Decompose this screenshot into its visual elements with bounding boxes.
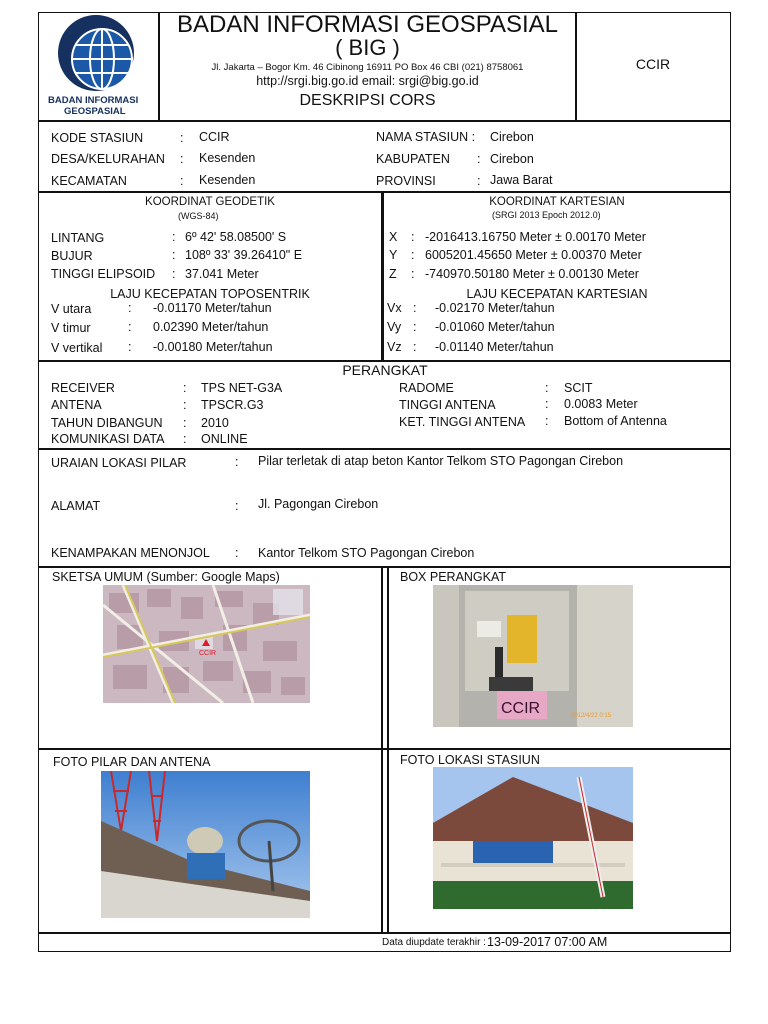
geodetic-subtitle: (WGS-84) (178, 211, 219, 221)
sketch-map-image (103, 585, 310, 703)
kode-colon: : (180, 131, 184, 145)
photo-divider-horizontal (38, 748, 731, 750)
vz-value: -0.01140 Meter/tahun (435, 340, 554, 354)
kenampakan-colon: : (235, 546, 239, 560)
bujur-value: 108º 33' 39.26410" E (185, 248, 303, 262)
x-label: X (389, 230, 398, 244)
tinggi-colon: : (172, 267, 176, 281)
ket-tinggi-label: KET. TINGGI ANTENA (399, 415, 526, 429)
equipment-box-illustration (433, 585, 633, 727)
vvertikal-colon: : (128, 340, 132, 354)
lokasi-title: FOTO LOKASI STASIUN (400, 753, 540, 767)
big-logo (50, 15, 150, 119)
box-perangkat-title: BOX PERANGKAT (400, 570, 507, 584)
receiver-label: RECEIVER (51, 381, 115, 395)
provinsi-label: PROVINSI (376, 174, 436, 188)
tahun-label: TAHUN DIBANGUN (51, 416, 163, 430)
station-bottom-rule (38, 191, 731, 193)
org-address: Jl. Jakarta – Bogor Km. 46 Cibinong 16911 PO Box 46 CBI (021) 8758061 (211, 62, 524, 73)
org-title: BADAN INFORMASI GEOSPASIAL (177, 11, 558, 38)
header-bottom-rule (38, 120, 731, 122)
ket-tinggi-colon: : (545, 414, 549, 428)
ket-tinggi-value: Bottom of Antenna (564, 414, 667, 428)
pillar-antenna-illustration (101, 771, 310, 918)
vutara-label: V utara (51, 302, 92, 316)
tinggi-antena-label: TINGGI ANTENA (399, 398, 496, 412)
vtimur-label: V timur (51, 321, 91, 335)
radome-value: SCIT (564, 381, 593, 395)
z-colon: : (411, 267, 415, 281)
kode-stasiun-label: KODE STASIUN (51, 131, 144, 145)
vutara-value: -0.01170 Meter/tahun (153, 301, 272, 315)
kenampakan-label: KENAMPAKAN MENONJOL (51, 546, 210, 560)
antena-value: TPSCR.G3 (201, 398, 264, 412)
kecamatan-colon: : (180, 174, 184, 188)
receiver-value: TPS NET-G3A (201, 381, 283, 395)
map-marker-label: CCIR (199, 650, 217, 657)
doc-title: DESKRIPSI CORS (299, 92, 436, 109)
radome-colon: : (545, 381, 549, 395)
vz-label: Vz (387, 340, 402, 354)
sketsa-title: SKETSA UMUM (Sumber: Google Maps) (52, 570, 280, 584)
z-label: Z (389, 267, 397, 281)
desa-label: DESA/KELURAHAN (51, 152, 165, 166)
vx-colon: : (413, 301, 417, 315)
alamat-value: Jl. Pagongan Cirebon (258, 497, 379, 511)
vy-label: Vy (387, 320, 402, 334)
y-label: Y (389, 248, 398, 262)
antena-colon: : (183, 398, 187, 412)
x-value: -2016413.16750 Meter ± 0.00170 Meter (425, 230, 646, 244)
lintang-label: LINTANG (51, 231, 105, 245)
lintang-colon: : (172, 230, 176, 244)
uraian-label: URAIAN LOKASI PILAR (51, 456, 187, 470)
lintang-value: 6º 42' 58.08500' S (185, 230, 287, 244)
kenampakan-value: Kantor Telkom STO Pagongan Cirebon (258, 546, 475, 560)
y-colon: : (411, 248, 415, 262)
vy-colon: : (413, 320, 417, 334)
uraian-colon: : (235, 455, 239, 469)
vz-colon: : (413, 340, 417, 354)
toposentrik-title: LAJU KECEPATAN TOPOSENTRIK (110, 287, 310, 301)
kabupaten-label: KABUPATEN (376, 152, 450, 166)
antena-label: ANTENA (51, 398, 102, 412)
y-value: 6005201.45650 Meter ± 0.00370 Meter (425, 248, 642, 262)
map-illustration (103, 585, 310, 703)
provinsi-value: Jawa Barat (490, 173, 553, 187)
logo-text-line1: BADAN INFORMASI (48, 95, 139, 106)
vx-value: -0.02170 Meter/tahun (435, 301, 555, 315)
logo-text-line2: GEOSPASIAL (64, 106, 126, 117)
cartesian-title: KOORDINAT KARTESIAN (489, 196, 625, 208)
z-value: -740970.50180 Meter ± 0.00130 Meter (425, 267, 639, 281)
tinggi-elipsoid-value: 37.041 Meter (185, 267, 259, 281)
uraian-value: Pilar terletak di atap beton Kantor Telkom STO Pagongan Cirebon (258, 454, 624, 468)
station-location-illustration (433, 767, 633, 909)
vy-value: -0.01060 Meter/tahun (435, 320, 555, 334)
provinsi-colon: : (477, 174, 481, 188)
kabupaten-value: Cirebon (490, 152, 534, 166)
nama-stasiun-value: Cirebon (490, 130, 534, 144)
vtimur-value: 0.02390 Meter/tahun (153, 320, 269, 334)
alamat-colon: : (235, 499, 239, 513)
globe-logo-icon (50, 15, 150, 95)
station-location-photo (433, 767, 633, 909)
desa-colon: : (180, 152, 184, 166)
bujur-colon: : (172, 248, 176, 262)
cartesian-subtitle: (SRGI 2013 Epoch 2012.0) (492, 210, 601, 220)
vvertikal-label: V vertikal (51, 341, 103, 355)
pillar-antenna-photo (101, 771, 310, 918)
perangkat-title: PERANGKAT (342, 362, 428, 378)
updated-value: 13-09-2017 07:00 AM (487, 935, 608, 949)
desa-value: Kesenden (199, 151, 256, 165)
updated-label: Data diupdate terakhir : (382, 937, 486, 948)
tinggi-antena-value: 0.0083 Meter (564, 397, 638, 411)
coord-divider (381, 191, 384, 360)
kode-stasiun-value: CCIR (199, 130, 230, 144)
tahun-value: 2010 (201, 416, 229, 430)
location-bottom-rule (38, 566, 731, 568)
vtimur-colon: : (128, 320, 132, 334)
nama-stasiun-label: NAMA STASIUN : (376, 130, 476, 144)
alamat-label: ALAMAT (51, 499, 101, 513)
kecamatan-label: KECAMATAN (51, 174, 127, 188)
org-abbr: ( BIG ) (335, 35, 400, 60)
equipment-box-photo (433, 585, 633, 727)
box-label-text: CCIR (501, 700, 541, 717)
geodetic-title: KOORDINAT GEODETIK (145, 196, 275, 208)
komunikasi-label: KOMUNIKASI DATA (51, 432, 165, 446)
photo-bottom-rule (38, 932, 731, 934)
x-colon: : (411, 230, 415, 244)
komunikasi-value: ONLINE (201, 432, 248, 446)
box-date-stamp: 2012/4/22 0:15 (571, 713, 612, 719)
komunikasi-colon: : (183, 432, 187, 446)
kecamatan-value: Kesenden (199, 173, 256, 187)
tinggi-antena-colon: : (545, 397, 549, 411)
station-code-header: CCIR (635, 56, 671, 72)
tinggi-elipsoid-label: TINGGI ELIPSOID (51, 267, 156, 281)
kabupaten-colon: : (477, 152, 481, 166)
tahun-colon: : (183, 416, 187, 430)
receiver-colon: : (183, 381, 187, 395)
bujur-label: BUJUR (51, 249, 93, 263)
equipment-bottom-rule (38, 448, 731, 450)
radome-label: RADOME (399, 381, 454, 395)
kartesian-velocity-title: LAJU KECEPATAN KARTESIAN (466, 287, 648, 301)
vx-label: Vx (387, 301, 402, 315)
org-contact: http://srgi.big.go.id email: srgi@big.go.id (256, 74, 479, 88)
pilar-title: FOTO PILAR DAN ANTENA (53, 755, 211, 769)
vutara-colon: : (128, 301, 132, 315)
vvertikal-value: -0.00180 Meter/tahun (153, 340, 273, 354)
